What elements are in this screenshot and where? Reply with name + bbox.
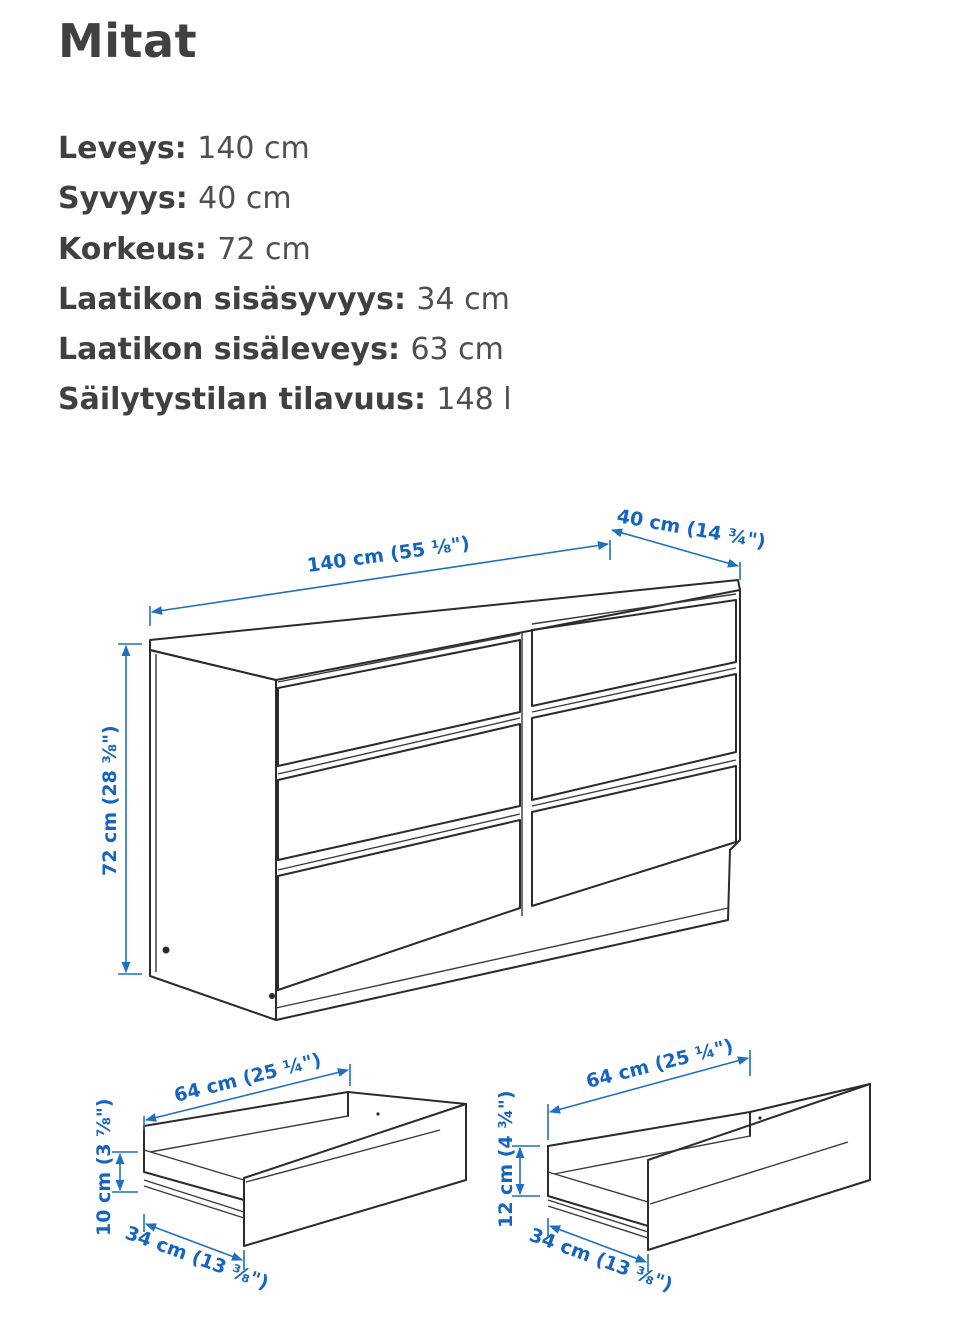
- drawer-large-illustration: [548, 1084, 870, 1250]
- spec-label: Laatikon sisäleveys: [58, 332, 388, 368]
- spec-storage-volume: Säilytystilan tilavuus: 148 l: [58, 382, 512, 418]
- dresser-depth-label: 40 cm (14 ¾"): [615, 505, 768, 554]
- dresser-dimensions: [99, 505, 767, 974]
- drawer-large-width-label: 64 cm (25 ¼"): [583, 1035, 736, 1093]
- dresser-height-label: 72 cm (28 ⅜"): [99, 725, 121, 876]
- spec-value: 40 cm: [198, 181, 292, 217]
- spec-drawer-inner-depth: Laatikon sisäsyvyys: 34 cm: [58, 281, 510, 317]
- spec-value: 72 cm: [217, 231, 311, 267]
- dresser-width-label: 140 cm (55 ⅛"): [305, 532, 472, 577]
- spec-label: Korkeus: [58, 231, 195, 267]
- drawer-small-dimensions: [93, 1049, 350, 1294]
- spec-label: Säilytystilan tilavuus: [58, 382, 414, 418]
- dresser-illustration: [150, 580, 740, 1020]
- page-title: Mitat: [58, 14, 198, 68]
- spec-value: 63 cm: [410, 332, 504, 368]
- drawer-large-depth-label: 34 cm (13 ⅜"): [526, 1224, 676, 1297]
- spec-value: 140 cm: [197, 131, 310, 166]
- spec-depth: Syvyys: 40 cm: [58, 181, 292, 217]
- spec-drawer-inner-width: Laatikon sisäleveys: 63 cm: [58, 332, 504, 368]
- spec-value: 34 cm: [416, 281, 510, 317]
- drawer-small-illustration: [144, 1092, 466, 1246]
- spec-width: Leveys: 140 cm: [58, 131, 310, 166]
- drawer-small-width-label: 64 cm (25 ¼"): [171, 1049, 324, 1107]
- drawer-small-depth-label: 34 cm (13 ⅜"): [122, 1222, 272, 1295]
- spec-height: Korkeus: 72 cm: [58, 231, 311, 267]
- spec-value: 148 l: [436, 382, 512, 418]
- spec-label: Laatikon sisäsyvyys: [58, 281, 394, 317]
- drawer-large-height-label: 12 cm (4 ¾"): [495, 1090, 517, 1228]
- spec-label: Leveys: [58, 131, 175, 166]
- spec-label: Syvyys: [58, 181, 176, 217]
- drawer-large-dimensions: [495, 1035, 750, 1296]
- drawer-small-height-label: 10 cm (3 ⅞"): [93, 1098, 115, 1236]
